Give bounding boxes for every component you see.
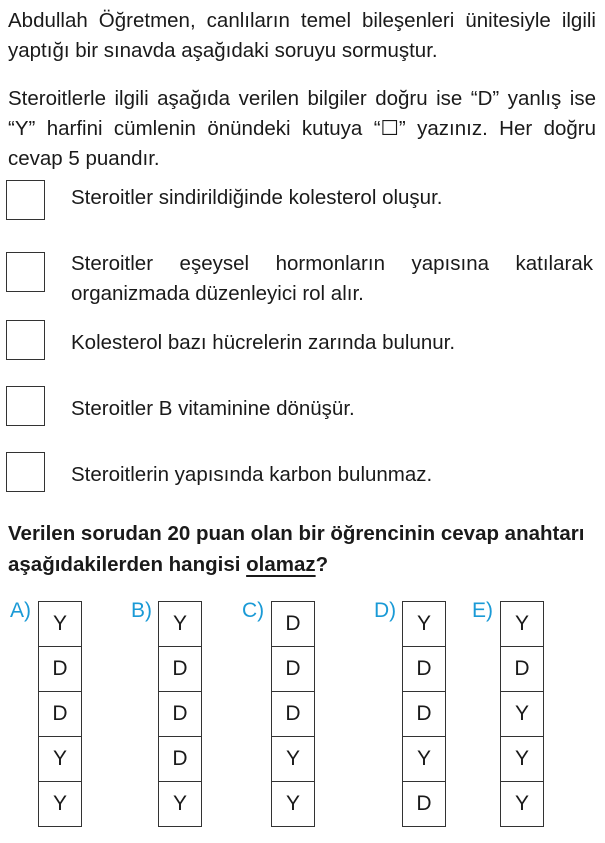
statement-text: Steroitlerin yapısında karbon bulunmaz. (71, 463, 433, 486)
option-c-answer-key[interactable] (271, 601, 315, 827)
option-a-answer-key[interactable] (38, 601, 82, 827)
answer-cell: D (271, 646, 315, 692)
answer-box[interactable] (6, 386, 45, 426)
option-b-answer-key[interactable] (158, 601, 202, 827)
answer-cell: D (500, 646, 544, 692)
answer-cell: D (402, 691, 446, 737)
question-text (8, 518, 598, 580)
answer-cell: D (271, 691, 315, 737)
option-letter-b[interactable]: B) (131, 599, 152, 622)
answer-cell: Y (500, 601, 544, 647)
option-letter-a[interactable]: A) (10, 599, 31, 622)
answer-box[interactable] (6, 320, 45, 360)
answer-box[interactable] (6, 252, 45, 292)
answer-cell: Y (38, 601, 82, 647)
answer-cell: D (38, 646, 82, 692)
answer-box[interactable] (6, 180, 45, 220)
answer-cell: D (158, 691, 202, 737)
answer-cell: D (402, 781, 446, 827)
statement-text: Steroitler B vitaminine dönüşür. (71, 397, 355, 420)
intro-paragraph: Abdullah Öğretmen, canlıların temel bileşenleri ünitesiyle ilgili yaptığı bir sınavda aşağıdaki soruyu sormuştur. (8, 9, 596, 62)
answer-cell: D (158, 736, 202, 782)
answer-cell: Y (402, 736, 446, 782)
answer-cell: Y (402, 601, 446, 647)
option-letter-e[interactable]: E) (472, 599, 493, 622)
answer-cell: D (271, 601, 315, 647)
answer-cell: Y (38, 736, 82, 782)
statement-text: Steroitler sindirildiğinde kolesterol oluşur. (71, 186, 443, 209)
answer-cell: D (38, 691, 82, 737)
question-main: Verilen sorudan 20 puan olan bir öğrencinin cevap anahtarı aşağıdakilerden hangisi (8, 522, 585, 576)
statement-text: Kolesterol bazı hücrelerin zarında bulunur. (71, 331, 456, 354)
answer-cell: Y (271, 736, 315, 782)
question-end: ? (315, 553, 329, 576)
answer-cell: Y (38, 781, 82, 827)
answer-cell: D (158, 646, 202, 692)
statement-text: Steroitler eşeysel hormonların yapısına katılarak organizmada düzenleyici rol alır. (71, 252, 593, 305)
answer-cell: Y (500, 781, 544, 827)
option-letter-c[interactable]: C) (242, 599, 265, 622)
question-emphasis: olamaz (246, 553, 316, 576)
answer-cell: Y (500, 691, 544, 737)
answer-cell: Y (158, 601, 202, 647)
answer-cell: Y (500, 736, 544, 782)
instruction-paragraph: Steroitlerle ilgili aşağıda verilen bilgiler doğru ise “D” yanlış ise “Y” harfini cümlenin önündeki kutuya “☐” yazınız. Her doğru cevap 5 puandır. (8, 87, 596, 170)
answer-box[interactable] (6, 452, 45, 492)
answer-cell: Y (271, 781, 315, 827)
answer-cell: Y (158, 781, 202, 827)
option-d-answer-key[interactable] (402, 601, 446, 827)
option-letter-d[interactable]: D) (374, 599, 397, 622)
answer-cell: D (402, 646, 446, 692)
option-e-answer-key[interactable] (500, 601, 544, 827)
